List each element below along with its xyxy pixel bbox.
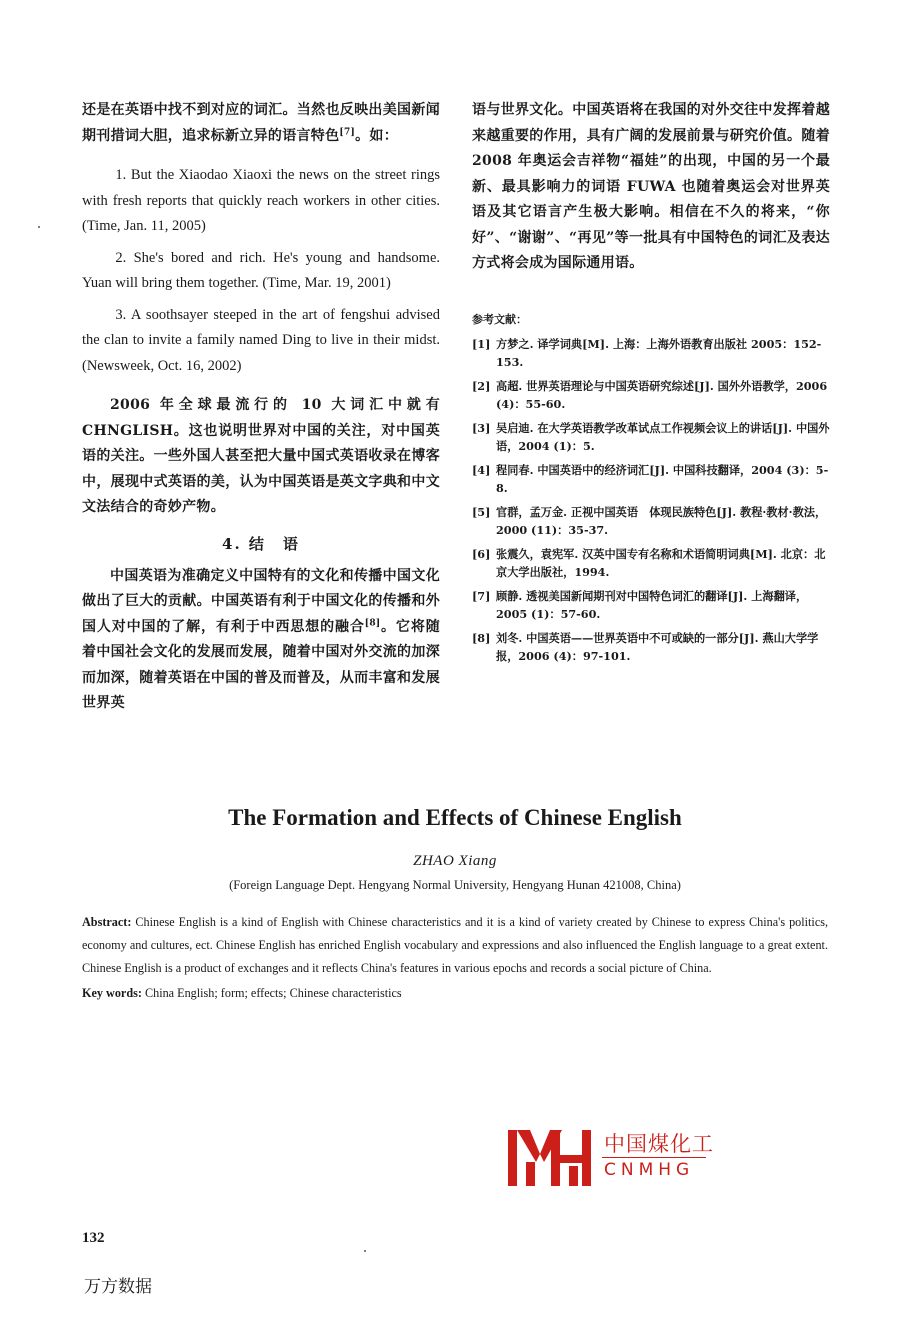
reference-number: [6] <box>472 546 491 561</box>
reference-number: [2] <box>472 378 491 393</box>
example-1: 1. But the Xiaodao Xiaoxi the news on the street rings with fresh reports that quickly reach workers in other cities. (Time, Jan. 11, 2005) <box>82 167 440 234</box>
cnmhg-logo <box>508 1128 718 1188</box>
reference-number: [7] <box>472 588 491 603</box>
example-2: 2. She's bored and rich. He's young and handsome. Yuan will bring them together. (Time, Mar. 19, 2001) <box>82 249 440 291</box>
author-affiliation: (Foreign Language Dept. Hengyang Normal University, Hengyang Hunan 421008, China) <box>229 878 681 892</box>
abstract-paragraph <box>82 911 828 980</box>
reference-item <box>472 629 830 666</box>
watermark-text: 万方数据 <box>84 1277 152 1297</box>
reference-item <box>472 461 830 498</box>
reference-text: 程同春. 中国英语中的经济词汇[J]. 中国科技翻译，2004 (3)：5-8. <box>496 462 829 495</box>
abstract-text: Chinese English is a kind of English with Chinese characteristics and it is a kind of variety created by Chinese to express China's politics, economy and cultures, ect. Chinese English has enriched English vocabulary and expressions and also influenced the English language to a great extent. Chinese English is a product of exchanges and it reflects China's features in various epochs and records a social picture of China. <box>82 915 829 975</box>
section-heading-conclusion: 4. 结 语 <box>222 534 300 553</box>
citation-7: [7] <box>339 126 356 137</box>
reference-item <box>472 503 830 540</box>
reference-list <box>472 335 830 666</box>
abstract-label: Abstract: <box>82 915 132 929</box>
reference-item <box>472 545 830 582</box>
logo-divider <box>602 1157 706 1158</box>
para1-text: 还是在英语中找不到对应的词汇。当然也反映出美国新闻期刊措词大胆，追求标新立异的语言特色 <box>82 102 440 144</box>
scan-speck <box>364 1250 366 1252</box>
reference-text: 刘冬. 中国英语——世界英语中不可或缺的一部分[J]. 燕山大学学报，2006 (4)：97-101. <box>496 630 819 663</box>
reference-text: 顾静. 透视美国新闻期刊对中国特色词汇的翻译[J]. 上海翻译，2005 (1)：57-60. <box>496 588 808 621</box>
keywords-line <box>82 982 828 1005</box>
para3-end: 。它将随着中国社会文化的发展而发展，随着中国对外交流的加深而加深，随着英语在中国的普及而普及，从而丰富和发展世界英 <box>82 618 441 711</box>
logo-text-english: CNMHG <box>604 1160 695 1180</box>
citation-8: [8] <box>364 617 381 628</box>
reference-text: 官群，孟万金. 正视中国英语 体现民族特色[J]. 教程·教材·教法，2000 (11)：35-37. <box>496 504 827 537</box>
reference-item <box>472 587 830 624</box>
reference-number: [5] <box>472 504 491 519</box>
left-paragraph-1 <box>82 98 440 149</box>
para1-end: 。如： <box>355 127 398 144</box>
page-number: 132 <box>82 1230 105 1246</box>
reference-number: [4] <box>472 462 491 477</box>
right-paragraph-continued: 语与世界文化。中国英语将在我国的对外交往中发挥着越来越重要的作用，具有广阔的发展前景与研究价值。随着 2008 年奥运会吉祥物“福娃”的出现，中国的另一个最新、最具影响力的词语 FUWA 也随着奥运会对世界英语及其它语言产生极大影响。相信在不久的将来，“你好”、“谢谢”、“再见”等一批具有中国特色的词汇及表达方式将会成为国际通用语。 <box>472 102 830 271</box>
left-paragraph-2: 2006 年全球最流行的 10 大词汇中就有 CHNGLISH。这也说明世界对中国的关注，对中国英语的关注。一些外国人甚至把大量中国式英语收录在博客中，展现中式英语的美，认为中国英语是英文字典和中文文法结合的奇妙产物。 <box>82 397 440 515</box>
english-abstract <box>82 805 828 1005</box>
left-paragraph-3 <box>82 564 440 717</box>
reference-item <box>472 419 830 456</box>
reference-text: 方梦之. 译学词典[M]. 上海：上海外语教育出版社 2005：152-153. <box>496 336 822 369</box>
left-column <box>82 98 440 717</box>
keywords-text: China English; form; effects; Chinese characteristics <box>144 986 402 1000</box>
reference-text: 高超. 世界英语理论与中国英语研究综述[J]. 国外外语教学，2006 (4)：55-60. <box>496 378 828 411</box>
reference-item <box>472 377 830 414</box>
right-column <box>472 98 830 671</box>
references-label: 参考文献： <box>472 312 527 326</box>
keywords-label: Key words: <box>82 986 142 1000</box>
scan-speck <box>38 226 40 228</box>
para3-text: 中国英语为准确定义中国特有的文化和传播中国文化做出了巨大的贡献。中国英语有利于中国文化的传播和外国人对中国的了解，有利于中西思想的融合 <box>82 567 440 635</box>
reference-number: [8] <box>472 630 491 645</box>
reference-text: 张震久，袁宪军. 汉英中国专有名称和术语简明词典[M]. 北京：北京大学出版社，1994. <box>496 546 826 579</box>
paper-title: The Formation and Effects of Chinese English <box>228 805 682 830</box>
reference-text: 吴启迪. 在大学英语教学改革试点工作视频会议上的讲话[J]. 中国外语，2004 (1)：5. <box>496 420 830 453</box>
reference-number: [1] <box>472 336 491 351</box>
reference-item <box>472 335 830 372</box>
mh-logo-icon <box>508 1128 600 1188</box>
reference-number: [3] <box>472 420 491 435</box>
author-name: ZHAO Xiang <box>413 853 497 869</box>
logo-text-chinese: 中国煤化工 <box>604 1132 714 1156</box>
example-3: 3. A soothsayer steeped in the art of fengshui advised the clan to invite a family named Ding to live in their midst. (Newsweek, Oct. 16, 2002) <box>82 306 440 374</box>
